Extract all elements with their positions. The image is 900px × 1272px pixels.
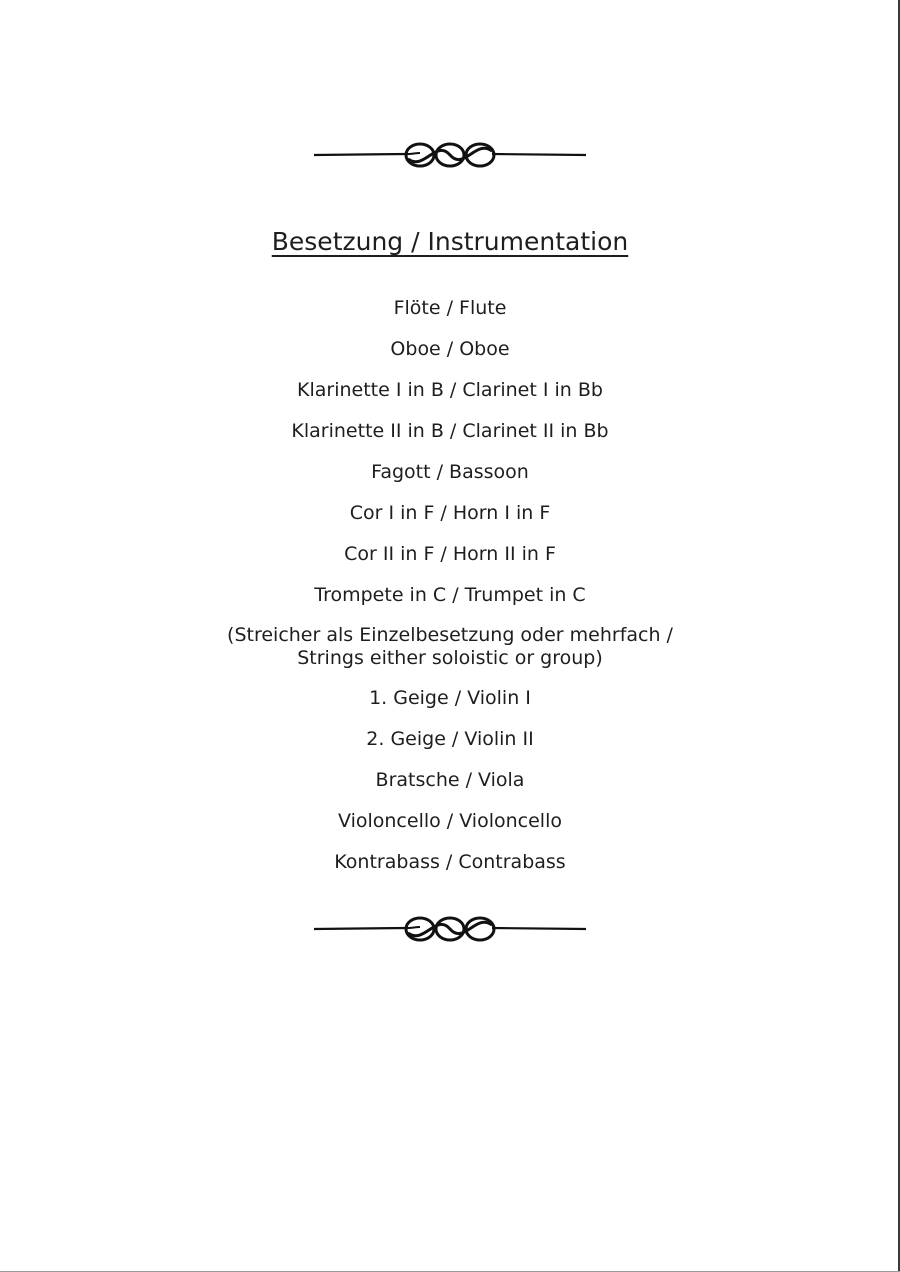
strings-note [0, 624, 900, 672]
flourish-divider-icon [312, 135, 588, 175]
instrumentation-list [0, 296, 900, 891]
flourish-divider-icon [312, 909, 588, 949]
list-item: Klarinette II in B / Clarinet II in Bb [291, 420, 609, 442]
list-item: Cor II in F / Horn II in F [344, 543, 556, 565]
list-item: Oboe / Oboe [390, 338, 510, 360]
list-item: Trompete in C / Trumpet in C [314, 584, 586, 606]
list-item: 2. Geige / Violin II [366, 728, 534, 750]
list-item: Bratsche / Viola [375, 769, 525, 791]
list-item: Cor I in F / Horn I in F [349, 502, 551, 524]
list-item: Klarinette I in B / Clarinet I in Bb [297, 379, 603, 401]
list-item: Violoncello / Violoncello [338, 810, 562, 832]
strings-note-line: (Streicher als Einzelbesetzung oder mehrfach / [227, 624, 673, 646]
list-item: 1. Geige / Violin I [369, 687, 531, 709]
list-item: Flöte / Flute [393, 297, 507, 319]
list-item: Fagott / Bassoon [371, 461, 529, 483]
strings-note-line: Strings either soloistic or group) [297, 647, 603, 669]
page-title: Besetzung / Instrumentation [271, 227, 629, 256]
list-item: Kontrabass / Contrabass [334, 851, 566, 873]
